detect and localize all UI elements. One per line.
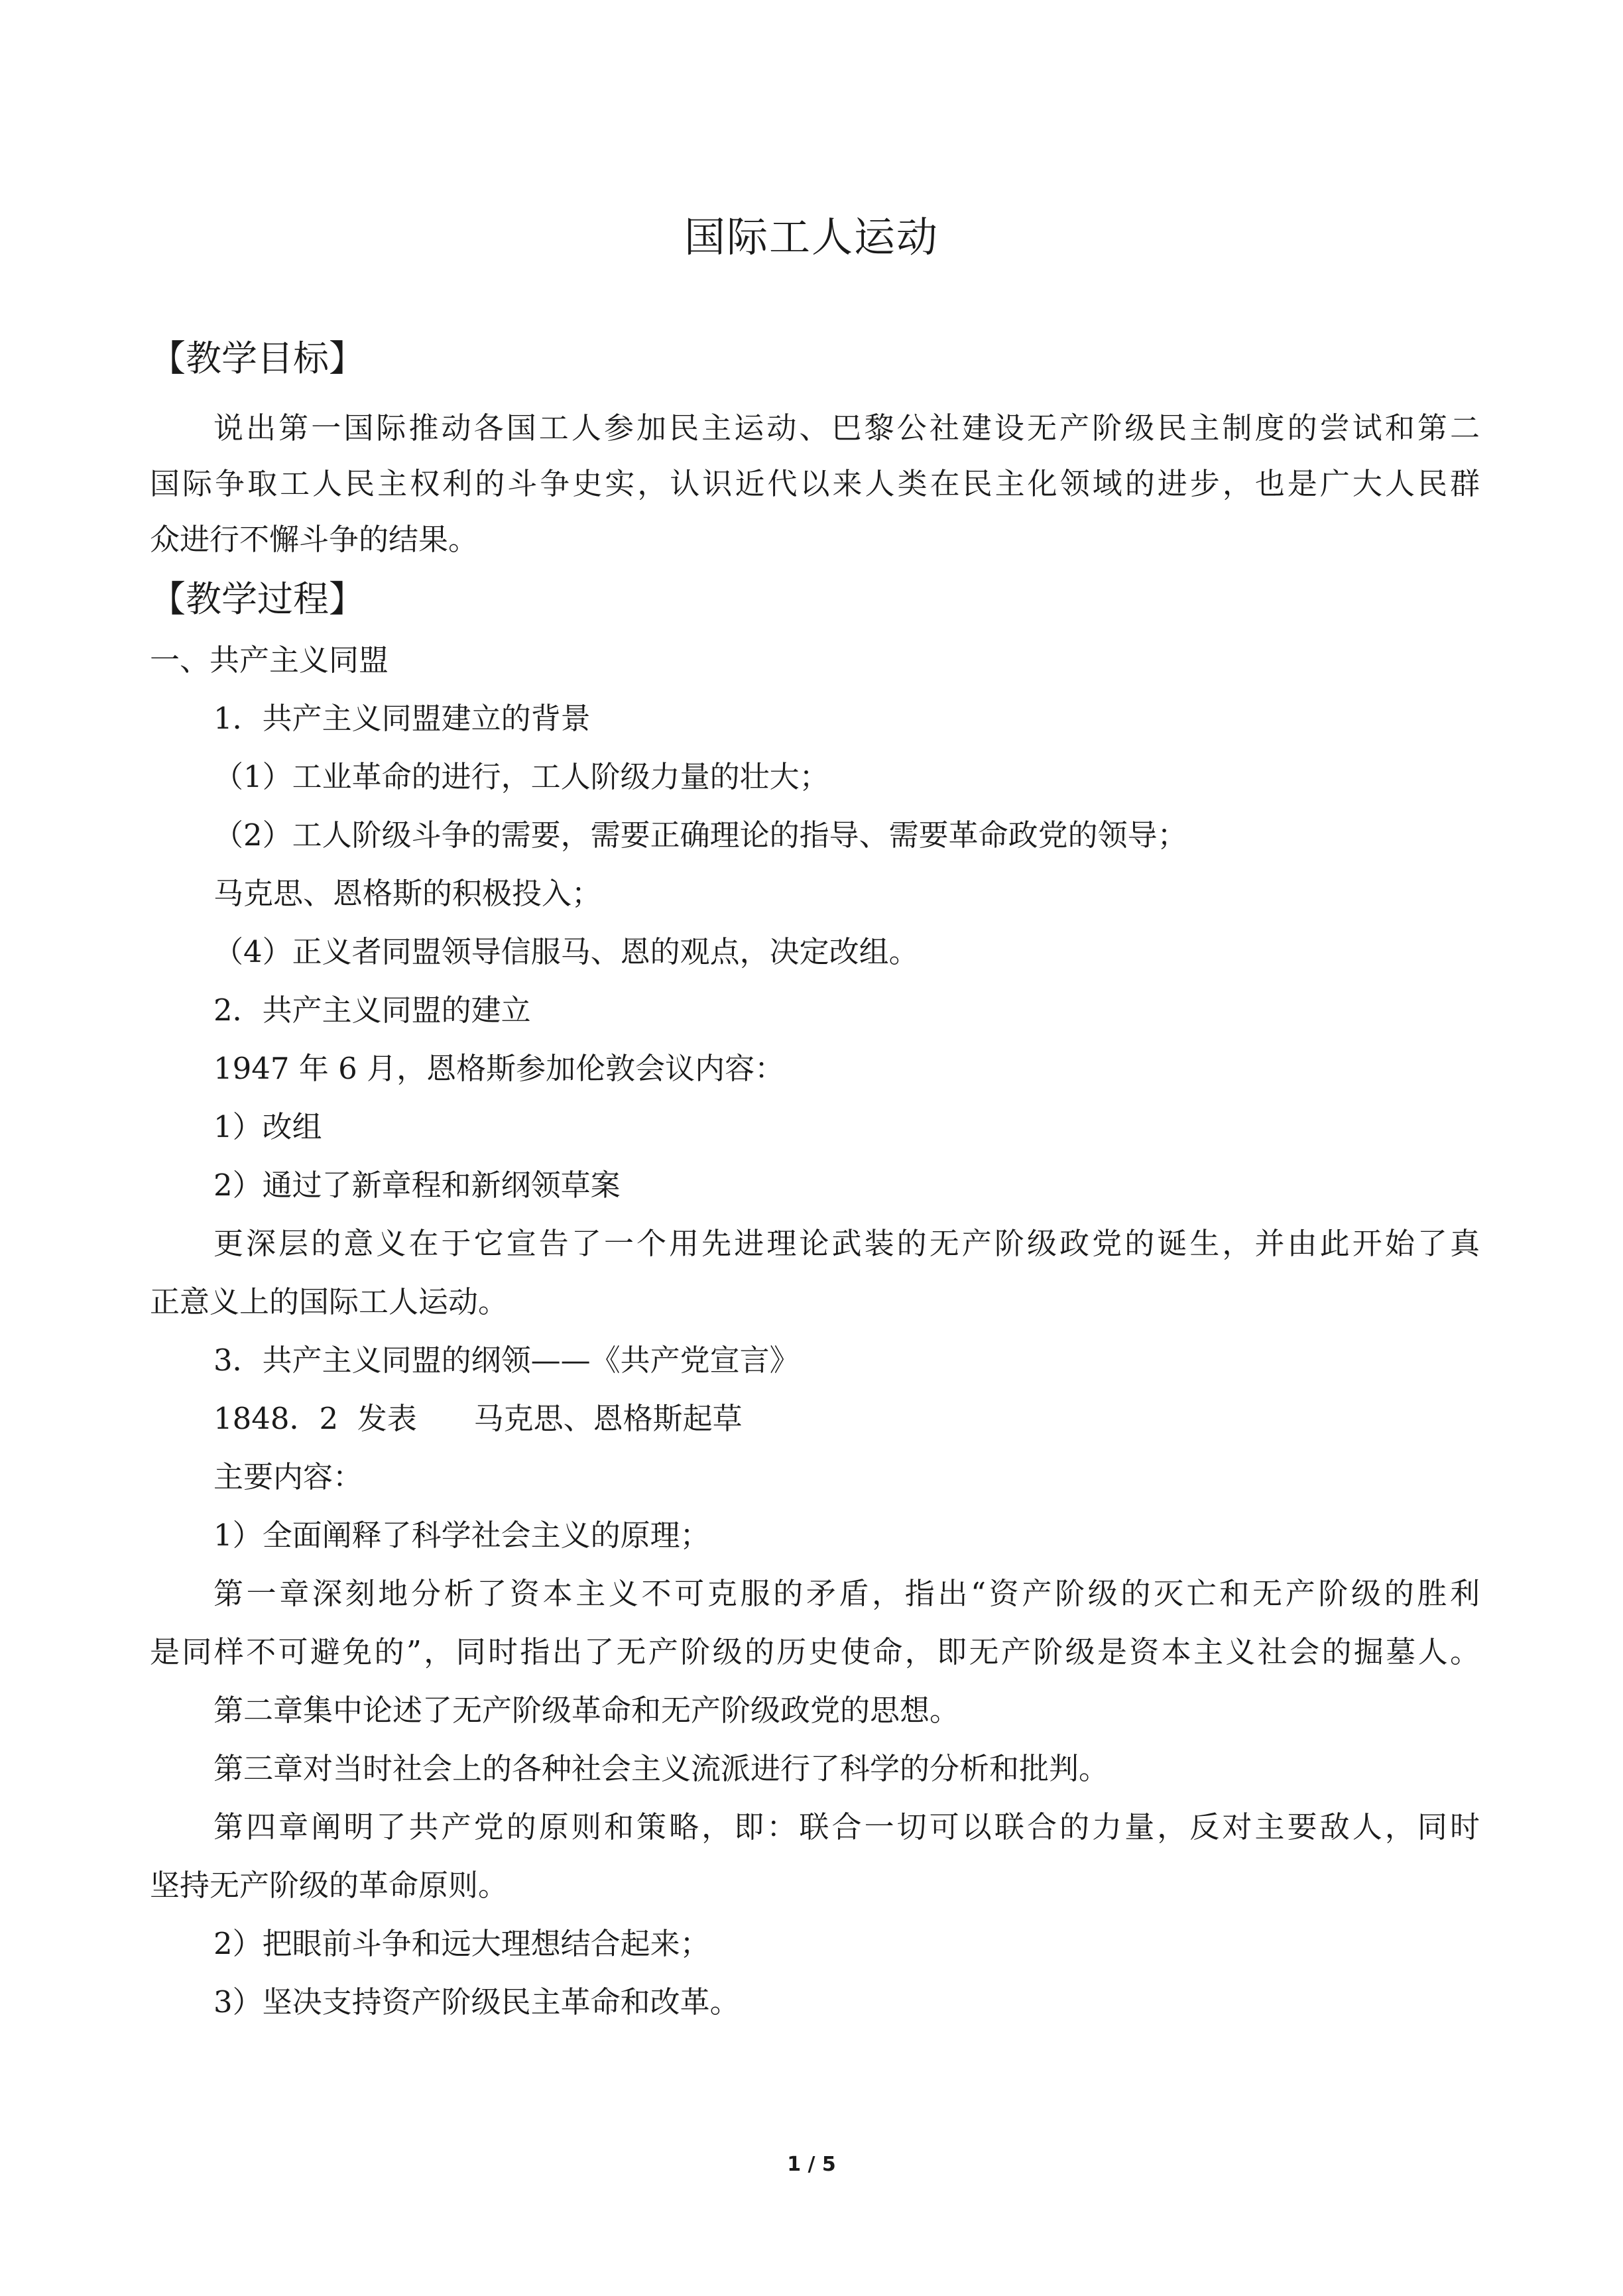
item3-publication: 1848．2 发表 马克思、恩格斯起草 bbox=[213, 1401, 743, 1436]
item1-point-4: （4）正义者同盟领导信服马、恩的观点，决定改组。 bbox=[213, 934, 919, 969]
item2-title: 2．共产主义同盟的建立 bbox=[213, 993, 531, 1028]
item1-title: 1．共产主义同盟建立的背景 bbox=[213, 701, 591, 736]
item2-significance-line-1: 更深层的意义在于它宣告了一个用先进理论武装的无产阶级政党的诞生，并由此开始了真 bbox=[213, 1226, 1480, 1261]
item3-chapter4-line-2: 坚持无产阶级的革命原则。 bbox=[150, 1868, 509, 1903]
item3-chapter4-line-1: 第四章阐明了共产党的原则和策略，即：联合一切可以联合的力量，反对主要敌人，同时 bbox=[213, 1809, 1480, 1844]
item2-date: 1947 年 6 月，恩格斯参加伦敦会议内容： bbox=[213, 1051, 785, 1086]
item3-chapter3: 第三章对当时社会上的各种社会主义流派进行了科学的分析和批判。 bbox=[213, 1751, 1109, 1786]
objectives-line-3: 众进行不懈斗争的结果。 bbox=[150, 522, 479, 557]
item2-content-2: 2）通过了新章程和新纲领草案 bbox=[213, 1168, 621, 1203]
objectives-line-2: 国际争取工人民主权利的斗争史实，认识近代以来人类在民主化领域的进步，也是广大人民群 bbox=[150, 466, 1480, 501]
item2-significance-line-2: 正意义上的国际工人运动。 bbox=[150, 1284, 509, 1319]
item1-point-2: （2）工人阶级斗争的需要，需要正确理论的指导、需要革命政党的领导； bbox=[213, 817, 1187, 853]
item3-chapter2: 第二章集中论述了无产阶级革命和无产阶级政党的思想。 bbox=[213, 1693, 960, 1728]
item1-point-3: 马克思、恩格斯的积极投入； bbox=[213, 876, 602, 911]
objectives-line-1: 说出第一国际推动各国工人参加民主运动、巴黎公社建设无产阶级民主制度的尝试和第二 bbox=[213, 410, 1480, 446]
item3-content-1: 1）全面阐释了科学社会主义的原理； bbox=[213, 1518, 710, 1553]
item3-title: 3．共产主义同盟的纲领——《共产党宣言》 bbox=[213, 1343, 800, 1378]
item3-content-3: 3）坚决支持资产阶级民主革命和改革。 bbox=[213, 1984, 740, 2020]
item1-point-1: （1）工业革命的进行，工人阶级力量的壮大； bbox=[213, 759, 829, 794]
item3-content-2: 2）把眼前斗争和远大理想结合起来； bbox=[213, 1926, 710, 1961]
item3-main-content-label: 主要内容： bbox=[213, 1459, 363, 1494]
document-title: 国际工人运动 bbox=[684, 213, 939, 261]
item2-content-1: 1）改组 bbox=[213, 1109, 322, 1144]
page-number: 1 / 5 bbox=[787, 2153, 836, 2176]
item3-chapter1-line-2: 是同样不可避免的”，同时指出了无产阶级的历史使命，即无产阶级是资本主义社会的掘墓人。 bbox=[150, 1634, 1480, 1669]
part1-title: 一、共产主义同盟 bbox=[150, 642, 389, 678]
item3-chapter1-line-1: 第一章深刻地分析了资本主义不可克服的矛盾，指出“资产阶级的灭亡和无产阶级的胜利 bbox=[213, 1576, 1480, 1611]
section-heading-objectives: 【教学目标】 bbox=[150, 337, 365, 379]
section-heading-process: 【教学过程】 bbox=[150, 578, 365, 620]
